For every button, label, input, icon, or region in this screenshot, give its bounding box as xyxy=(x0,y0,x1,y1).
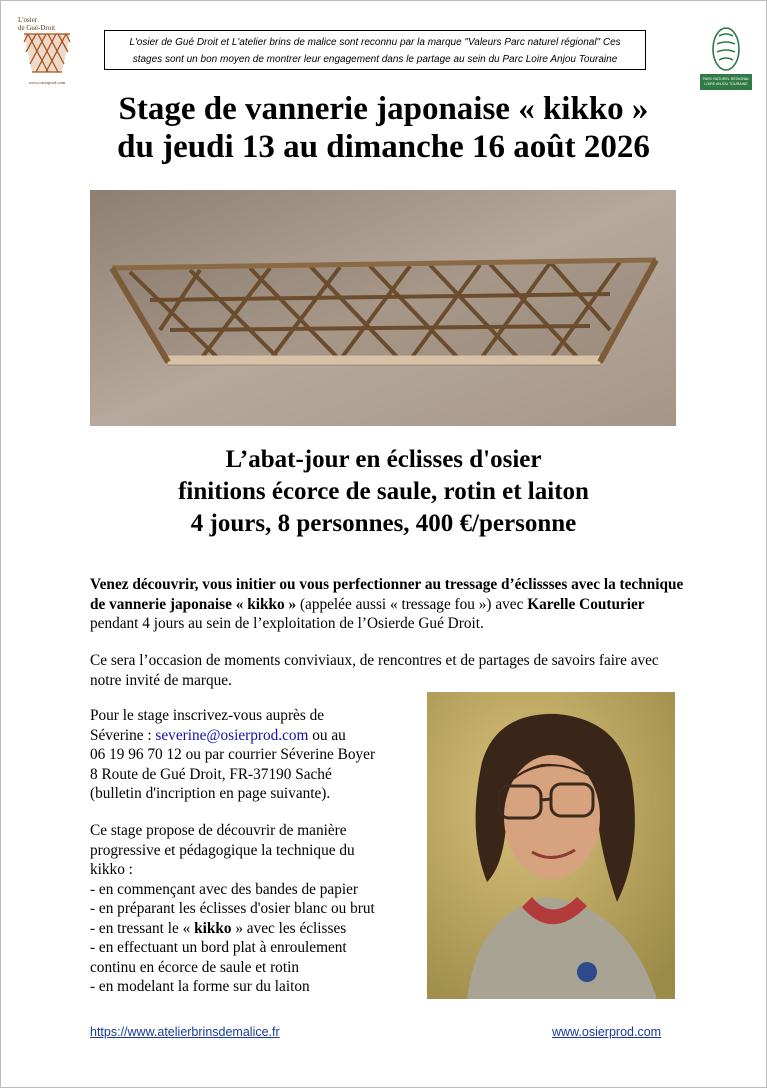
program-item-2: - en préparant les éclisses d'osier blanc ou brut xyxy=(90,900,375,917)
subtitle-line-2: finitions écorce de saule, rotin et laiton xyxy=(178,478,589,505)
footer-link-atelier[interactable]: https://www.atelierbrinsdemalice.fr xyxy=(90,1025,280,1039)
lampshade-photo xyxy=(90,190,676,426)
title-line-1: Stage de vannerie japonaise « kikko » xyxy=(118,91,649,127)
intro-paragraph xyxy=(90,575,690,634)
notice-line-2: stages sont un bon moyen de montrer leur engagement dans le partage au sein du Parc Loire Anjou Touraine xyxy=(132,54,618,65)
page-title xyxy=(40,90,727,166)
workshop-subtitle xyxy=(40,444,727,540)
subtitle-line-1: L’abat-jour en éclisses d'osier xyxy=(225,446,542,473)
contact-line-4: 8 Route de Gué Droit, FR-37190 Saché xyxy=(90,765,332,783)
program-intro-3: kikko : xyxy=(90,861,133,878)
intro-plain-2: pendant 4 jours au sein de l’exploitation de l’Osierde Gué Droit. xyxy=(90,615,484,632)
contact-paragraph xyxy=(90,706,420,804)
program-item-5: - en modelant la forme sur du laiton xyxy=(90,978,310,995)
instructor-name: Karelle Couturier xyxy=(527,595,645,613)
program-item-1: - en commençant avec des bandes de papier xyxy=(90,880,358,898)
program-item-4b: continu en écorce de saule et rotin xyxy=(90,958,299,976)
subtitle-line-3: 4 jours, 8 personnes, 400 €/personne xyxy=(190,510,577,537)
program-intro-2: progressive et pédagogique la technique du xyxy=(90,841,355,859)
title-line-2: du jeudi 13 au dimanche 16 août 2026 xyxy=(117,129,650,165)
program-intro-1: Ce stage propose de découvrir de manière xyxy=(90,822,347,839)
notice-box xyxy=(104,30,646,70)
contact-line-1: Pour le stage inscrivez-vous auprès de xyxy=(90,707,325,724)
program-item-3-pre: - en tressant le « xyxy=(90,919,195,937)
email-link[interactable]: severine@osierprod.com xyxy=(155,726,309,744)
osier-logo xyxy=(18,16,76,85)
logo-url: www.osierprod.com xyxy=(28,80,66,85)
convivial-paragraph: Ce sera l’occasion de moments conviviaux, de rencontres et de partages de savoirs faire avec notre invité de marque. xyxy=(90,652,659,689)
intro-plain-1: (appelée aussi « tressage fou ») avec xyxy=(296,595,528,613)
basket-icon xyxy=(18,32,76,74)
contact-suffix: ou au xyxy=(308,726,346,744)
notice-line-1: L'osier de Gué Droit et L'atelier brins de malice sont reconnu par la marque "Valeurs Parc naturel régional" Ces xyxy=(129,37,621,48)
logo-line-1: L'osier xyxy=(18,16,38,24)
contact-line-3: 06 19 96 70 12 ou par courrier Séverine Boyer xyxy=(90,746,376,763)
program-item-3-bold: kikko xyxy=(194,919,232,937)
contact-prefix: Séverine : xyxy=(90,726,156,744)
parc-band: PARC NATUREL RÉGIONAL LOIRE ANJOU TOURAINE xyxy=(700,74,752,90)
instructor-portrait-photo xyxy=(427,692,675,999)
footer-link-osierprod[interactable]: www.osierprod.com xyxy=(552,1025,662,1039)
program-item-4a: - en effectuant un bord plat à enroulement xyxy=(90,939,347,956)
logo-line-2: de Gué-Droit xyxy=(18,24,56,32)
valeurs-parc-logo xyxy=(700,26,752,94)
program-list xyxy=(90,821,420,997)
contact-line-5: (bulletin d'incription en page suivante). xyxy=(90,785,331,802)
parc-seal-icon xyxy=(700,26,752,72)
intro-bold-1: Venez découvrir, vous initier ou vous perfectionner au tressage d’éclissses avec la technique de vannerie japonaise « kikko » xyxy=(90,576,684,613)
program-item-3-post: » avec les éclisses xyxy=(231,919,347,937)
